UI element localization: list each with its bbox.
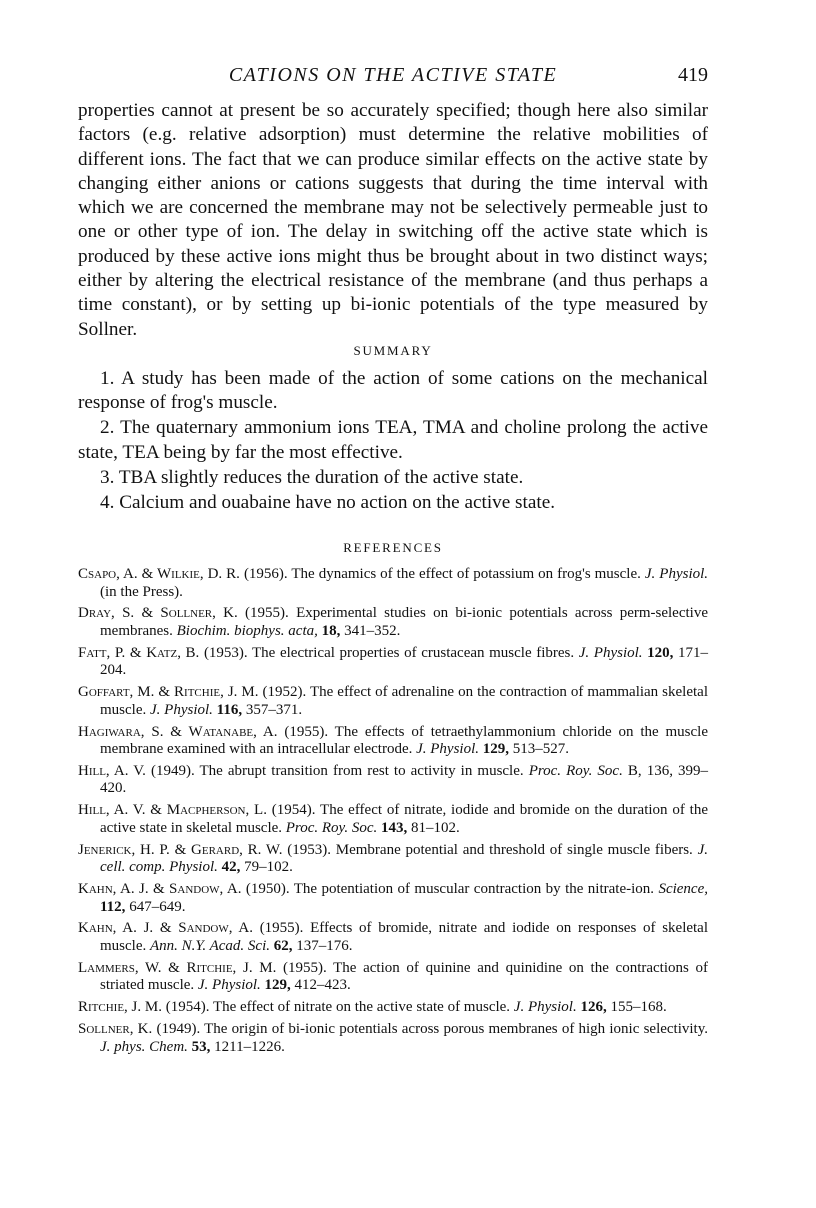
reference-journal: Science, — [658, 881, 708, 897]
reference-volume: 120, — [647, 644, 674, 661]
reference-authors: Jenerick, H. P. & Gerard, R. W. — [78, 841, 283, 858]
reference-item — [78, 763, 708, 798]
reference-pages: 155–168. — [610, 999, 667, 1016]
summary-list — [78, 367, 708, 516]
running-title: CATIONS ON THE ACTIVE STATE — [228, 64, 558, 86]
page-number: 419 — [678, 64, 708, 86]
reference-text: (1955). The action of quinine and quinidine on the contractions of striated muscle. — [100, 959, 709, 994]
reference-authors: Hill, A. V. & Macpherson, L. — [78, 802, 267, 819]
reference-item — [78, 645, 708, 680]
running-head — [78, 64, 708, 92]
reference-volume: 126, — [580, 999, 607, 1016]
reference-pages: 1211–1226. — [214, 1038, 285, 1055]
reference-authors: Ritchie, J. M. — [78, 999, 162, 1016]
reference-text: (1949). The abrupt transition from rest to activity in muscle. — [151, 762, 524, 779]
reference-volume: 129, — [264, 977, 291, 994]
reference-text: (1950). The potentiation of muscular contraction by the nitrate-ion. — [245, 881, 655, 897]
reference-authors: Fatt, P. & Katz, B. — [78, 644, 200, 661]
references-heading: REFERENCES — [343, 540, 443, 555]
reference-text: (1953). Membrane potential and threshold of single muscle fibers. — [287, 841, 693, 858]
reference-volume: 42, — [221, 859, 241, 876]
references-list — [78, 566, 708, 1060]
reference-text: (1955). Effects of bromide, nitrate and iodide on responses of skeletal muscle. — [100, 920, 709, 954]
reference-authors: Dray, S. & Sollner, K. — [78, 605, 238, 622]
summary-item: 4. Calcium and ouabaine have no action on the active state. — [100, 491, 556, 513]
reference-authors: Hagiwara, S. & Watanabe, A. — [78, 723, 278, 740]
reference-journal: Proc. Roy. Soc. — [528, 762, 623, 779]
summary-item: 2. The quaternary ammonium ions TEA, TMA and choline prolong the active state, TEA being by far the most effective. — [78, 417, 708, 463]
reference-authors: Sollner, K. — [78, 1020, 153, 1037]
reference-volume: 112, — [100, 898, 126, 915]
reference-journal: Biochim. biophys. acta, — [176, 622, 318, 639]
reference-journal: J. Physiol. — [644, 566, 709, 582]
reference-text: (1956). The dynamics of the effect of potassium on frog's muscle. — [243, 566, 641, 582]
reference-text: (1949). The origin of bi-ionic potentials across porous membranes of high ionic selectivity. — [156, 1020, 708, 1037]
reference-authors: Hill, A. V. — [78, 762, 146, 779]
reference-journal: J. cell. comp. Physiol. — [100, 841, 709, 876]
reference-volume: 62, — [273, 937, 293, 954]
reference-item — [78, 802, 708, 837]
reference-item — [78, 842, 708, 877]
reference-volume: 53, — [191, 1038, 211, 1055]
reference-journal: J. Physiol. — [416, 741, 480, 758]
reference-item — [78, 920, 708, 955]
reference-text: (1954). The effect of nitrate, iodide and bromide on the duration of the active state in skeletal muscle. — [100, 802, 708, 836]
reference-authors: Goffart, M. & Ritchie, J. M. — [78, 684, 259, 701]
summary-heading: SUMMARY — [353, 343, 433, 358]
reference-pages: 341–352. — [344, 622, 401, 639]
reference-volume: 18, — [321, 622, 341, 639]
reference-item — [78, 960, 708, 995]
reference-text: (1952). The effect of adrenaline on the contraction of mammalian skeletal muscle. — [100, 684, 708, 718]
reference-pages: B, 136, 399–420. — [100, 762, 709, 797]
reference-pages: 171–204. — [100, 644, 709, 679]
reference-text: (1953). The electrical properties of crustacean muscle fibres. — [203, 644, 575, 661]
reference-pages: 137–176. — [296, 937, 353, 954]
summary-item: 1. A study has been made of the action of some cations on the mechanical response of frog's muscle. — [78, 368, 708, 414]
reference-item — [78, 684, 708, 719]
reference-volume: 116, — [216, 701, 243, 718]
body-text — [78, 99, 708, 342]
summary-item: 3. TBA slightly reduces the duration of the active state. — [100, 466, 524, 488]
reference-journal: J. Physiol. — [197, 977, 261, 994]
reference-item — [78, 724, 708, 759]
reference-item — [78, 999, 708, 1017]
reference-pages: 513–527. — [512, 741, 570, 758]
reference-authors: Csapo, A. & Wilkie, D. R. — [78, 566, 240, 582]
reference-item — [78, 605, 708, 640]
reference-journal: J. Physiol. — [513, 999, 577, 1016]
reference-journal: J. Physiol. — [578, 644, 643, 661]
reference-pages: 412–423. — [294, 977, 351, 994]
reference-pages: (in the Press). — [100, 583, 183, 600]
reference-journal: J. phys. Chem. — [100, 1038, 188, 1055]
body-paragraph: properties cannot at present be so accurately specified; though here also similar factors (e.g. relative adsorption) must determine the relative mobilities of different ions. The fact that we can produce similar effects on the active state by changing either anions or cations suggests that during the time interval with which we are concerned the membrane may not be selectively permeable just to one or other type of ion. The delay in switching off the active state which is produced by these active ions might thus be brought about in two distinct ways; either by altering the electrical resistance of the membrane (and thus perhaps a time constant), or by setting up bi-ionic potentials of the type measured by Sollner. — [78, 100, 708, 340]
reference-text: (1955). Experimental studies on bi-ionic potentials across perm-selective membranes. — [100, 605, 708, 639]
reference-volume: 129, — [482, 741, 510, 758]
reference-authors: Lammers, W. & Ritchie, J. M. — [78, 959, 277, 976]
reference-authors: Kahn, A. J. & Sandow, A. — [78, 920, 253, 937]
reference-pages: 357–371. — [245, 701, 303, 718]
reference-pages: 79–102. — [244, 859, 293, 876]
reference-item — [78, 1021, 708, 1056]
reference-journal: Proc. Roy. Soc. — [285, 819, 378, 836]
reference-text: (1954). The effect of nitrate on the active state of muscle. — [165, 999, 511, 1016]
reference-text: (1955). The effects of tetraethylammonium chloride on the muscle membrane examined with an intracellular electrode. — [100, 723, 708, 758]
reference-authors: Kahn, A. J. & Sandow, A. — [78, 881, 242, 897]
reference-volume: 143, — [381, 819, 408, 836]
reference-journal: J. Physiol. — [150, 701, 213, 718]
reference-item — [78, 566, 708, 601]
reference-pages: 647–649. — [129, 898, 186, 915]
reference-journal: Ann. N.Y. Acad. Sci. — [150, 937, 271, 954]
reference-item — [78, 881, 708, 916]
reference-pages: 81–102. — [411, 819, 460, 836]
